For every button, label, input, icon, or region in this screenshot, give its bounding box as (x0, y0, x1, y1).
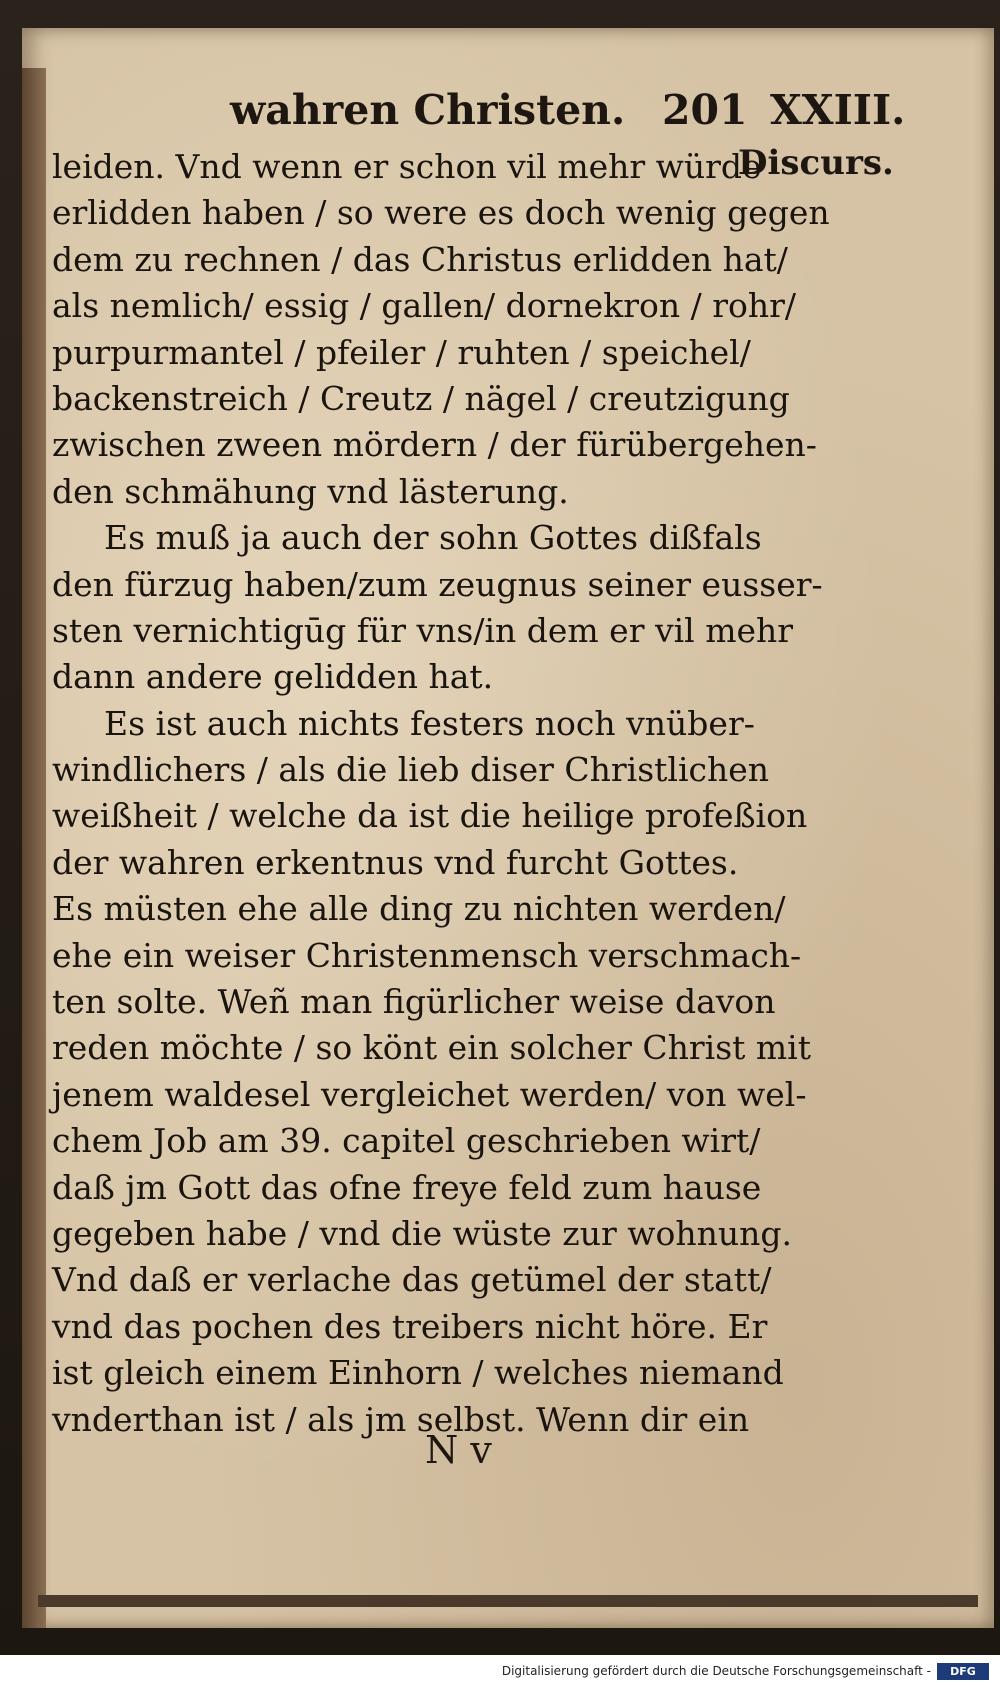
margin-note: Discurs. (738, 143, 894, 183)
page-binding (22, 68, 46, 1628)
text-line: chem Job am 39. capitel geschrieben wirt/ (52, 1121, 761, 1161)
text-line: ist gleich einem Einhorn / welches niemand (52, 1353, 784, 1393)
text-line: der wahren erkentnus vnd furcht Gottes. (52, 842, 739, 882)
text-line: weißheit / welche da ist die heilige profeßion (52, 796, 808, 836)
text-line: jenem waldesel vergleichet werden/ von wel- (52, 1074, 807, 1114)
text-line: dann andere gelidden hat. (52, 657, 494, 697)
text-line: ten solte. Weñ man figürlicher weise davon (52, 982, 776, 1022)
text-line: Vnd daß er verlache das getümel der statt/ (52, 1260, 772, 1300)
footer-credit: Digitalisierung gefördert durch die Deutsche Forschungsgemeinschaft - (501, 1664, 931, 1678)
page-bottom-edge (38, 1595, 978, 1607)
running-title: wahren Christen. (230, 86, 626, 134)
text-line: erlidden haben / so were es doch wenig gegen (52, 193, 830, 233)
text-line: zwischen zween mördern / der fürübergehen- (52, 425, 817, 465)
text-line: reden möchte / so könt ein solcher Christ mit (52, 1028, 811, 1068)
signature-mark: N v (425, 1428, 492, 1472)
text-line: den fürzug haben/zum zeugnus seiner eusser- (52, 564, 823, 604)
text-line: windlichers / als die lieb diser Christlichen (52, 750, 770, 790)
text-line: den schmähung vnd lästerung. (52, 471, 569, 511)
text-line: gegeben habe / vnd die wüste zur wohnung. (52, 1213, 792, 1253)
paragraph-start-line: Es muß ja auch der sohn Gottes dißfals (104, 518, 762, 558)
footer (0, 1661, 995, 1683)
text-line: purpurmantel / pfeiler / ruhten / speichel/ (52, 332, 751, 372)
text-line: Es müsten ehe alle ding zu nichten werden/ (52, 889, 786, 929)
text-line: ehe ein weiser Christenmensch verschmach- (52, 935, 802, 975)
running-head (150, 78, 906, 138)
text-line: als nemlich/ essig / gallen/ dornekron / rohr/ (52, 286, 796, 326)
paragraph-start-line: Es ist auch nichts festers noch vnüber- (104, 703, 755, 743)
section-number: XXIII. (770, 86, 906, 134)
dfg-logo: DFG (937, 1663, 989, 1680)
page-number: 201 (662, 86, 748, 134)
text-line: vnderthan ist / als jm selbst. Wenn dir ein (52, 1399, 750, 1439)
text-line: vnd das pochen des treibers nicht höre. Er (52, 1306, 768, 1346)
text-line: backenstreich / Creutz / nägel / creutzigung (52, 378, 790, 418)
text-line: sten vernichtigūg für vns/in dem er vil mehr (52, 610, 794, 650)
text-line: daß jm Gott das ofne freye feld zum hause (52, 1167, 762, 1207)
text-line: leiden. Vnd wenn er schon vil mehr würde (52, 147, 762, 186)
text-line: dem zu rechnen / das Christus erlidden hat/ (52, 239, 788, 279)
